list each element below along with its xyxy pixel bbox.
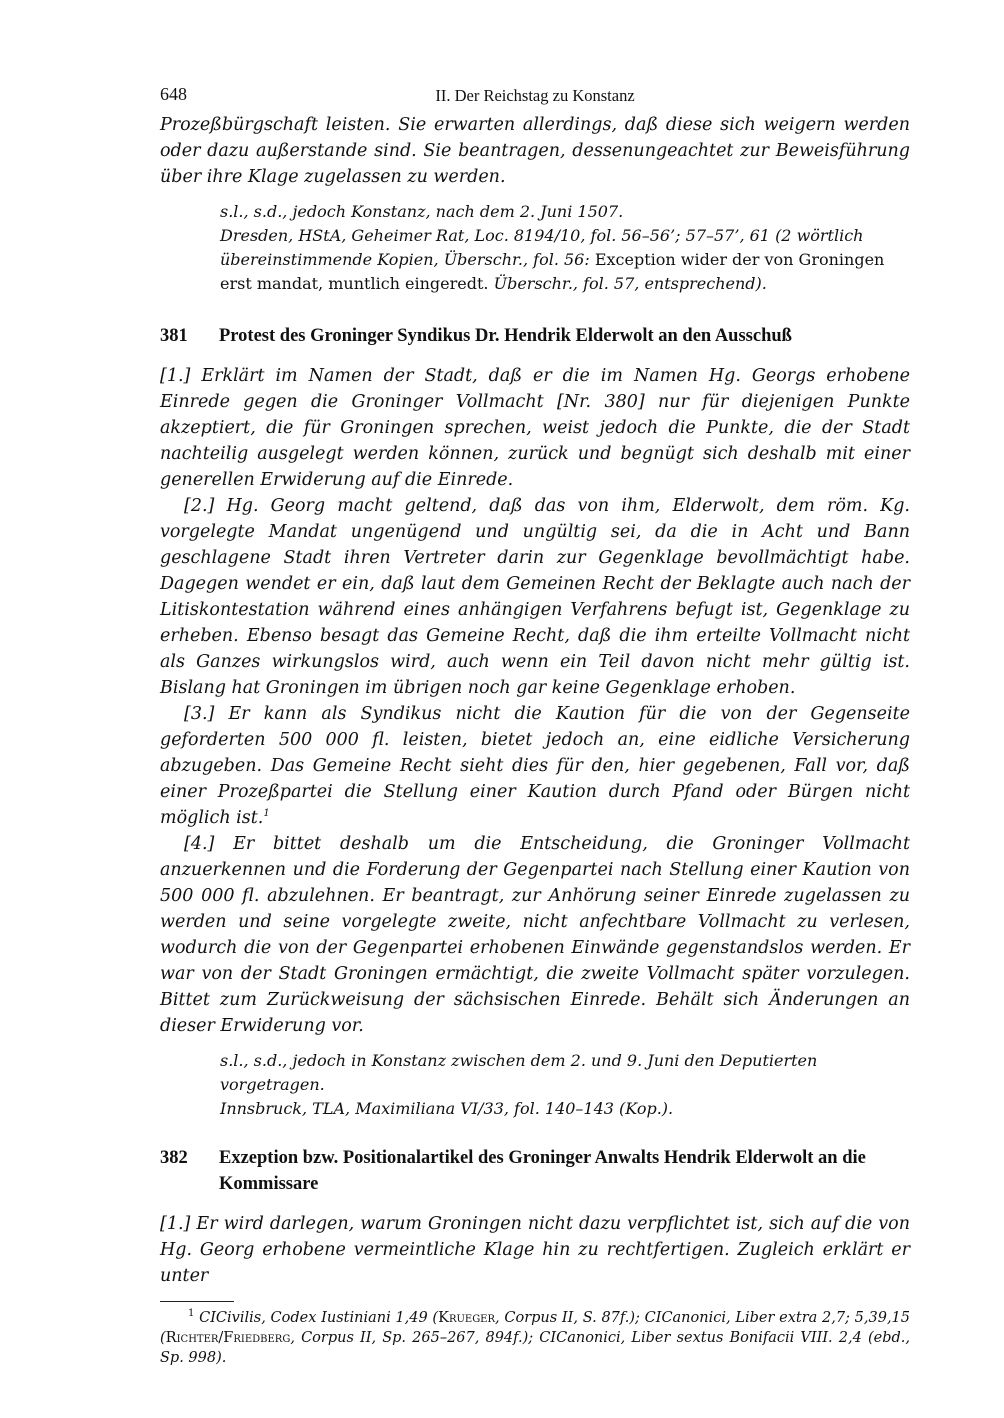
- paragraph-382-1: [1.] Er wird darlegen, warum Groningen nicht dazu verpflichtet ist, sich auf die von Hg. Georg erhobene vermeintliche Klage hin zu rechtfertigen. Zugleich erklärt er unter: [160, 1214, 910, 1286]
- paragraph-381-3-text: [3.] Er kann als Syndikus nicht die Kaution für die von der Gegenseite geforderten 500 000 fl. leisten, bietet jedoch an, eine eidliche Versicherung abzugeben. Das Gemeine Recht sieht dies für den, hier gegebenen, Fall vor, daß einer Prozeßpartei die Stellung einer Kaution durch Pfand oder Bürgen nicht möglich ist.: [160, 704, 910, 828]
- source-note-381: [220, 1049, 910, 1121]
- document-number: 381: [160, 326, 188, 346]
- document-title: Protest des Groninger Syndikus Dr. Hendrik Elderwolt an den Ausschuß: [219, 326, 792, 346]
- footnote-1: [160, 1308, 910, 1368]
- paragraph-381-3: [160, 701, 910, 831]
- document-heading-381: [160, 323, 910, 349]
- source-date-line: s.l., s.d., jedoch Konstanz, nach dem 2. Juni 1507.: [220, 202, 624, 221]
- source-archive-line: Innsbruck, TLA, Maximiliana VI/33, fol. 140–143 (Kop.).: [220, 1099, 674, 1118]
- source-archive-italic: Dresden, HStA, Geheimer Rat, Loc. 8194/10, fol. 56–56’; 57–57’, 61 (2 wörtlich übereinstimmende Kopien, Überschr., fol. 56:: [220, 226, 864, 269]
- source-note-380: [220, 200, 910, 296]
- footnote-divider: [160, 1301, 234, 1302]
- footnote-author: Krueger: [438, 1310, 496, 1326]
- source-date-line: s.l., s.d., jedoch in Konstanz zwischen dem 2. und 9. Juni den Deputierten vorgetragen.: [220, 1051, 818, 1094]
- document-page: [160, 80, 910, 1368]
- source-archive-line: [220, 224, 910, 296]
- paragraph-381-2: [2.] Hg. Georg macht geltend, daß das von ihm, Elderwolt, dem röm. Kg. vorgelegte Mandat ungenügend und ungültig sei, da die in Acht und Bann geschlagene Stadt ihren Vertreter darin zur Gegenklage bevollmächtigt habe. Dagegen wendet er ein, daß laut dem Gemeinen Recht der Beklagte auch nach der Litiskontestation während eines anhängigen Verfahrens befugt ist, Gegenklage zu erheben. Ebenso besagt das Gemeine Recht, daß die ihm erteilte Vollmacht nicht als Ganzes wirkungslos wird, auch wenn ein Teil davon nicht mehr gültig ist. Bislang hat Groningen im übrigen noch gar keine Gegenklage erhoben.: [160, 496, 910, 698]
- document-title: Exzeption bzw. Positionalartikel des Groninger Anwalts Hendrik Elderwolt an die Kommissare: [219, 1148, 866, 1194]
- paragraph-381-4: [4.] Er bittet deshalb um die Entscheidung, die Groninger Vollmacht anzuerkennen und die Forderung der Gegenpartei nach Stellung einer Kaution von 500 000 fl. abzulehnen. Er beantragt, zur Anhörung seiner Einrede zugelassen zu werden und seine vorgelegte zweite, nicht anfechtbare Vollmacht zu verlesen, wodurch die von der Gegenpartei erhobenen Einwände gegenstandslos werden. Er war von der Stadt Groningen ermächtigt, die zweite Vollmacht später vorzulegen. Bittet zum Zurückweisung der sächsischen Einrede. Behält sich Änderungen an dieser Erwiderung vor.: [160, 834, 910, 1036]
- running-head: [160, 80, 910, 108]
- source-archive-quote: Exception wider der von Groningen erst mandat, muntlich eingeredt.: [220, 250, 885, 293]
- page-number: 648: [160, 84, 187, 104]
- paragraph-381-1: [1.] Erklärt im Namen der Stadt, daß er die im Namen Hg. Georgs erhobene Einrede gegen die Groninger Vollmacht [Nr. 380] nur für diejenigen Punkte akzeptiert, die für Groningen sprechen, weist jedoch die Punkte, die der Stadt nachteilig ausgelegt werden können, zurück und begnügt sich deshalb mit einer generellen Erwiderung auf die Einrede.: [160, 366, 910, 490]
- running-head-title: II. Der Reichstag zu Konstanz: [435, 86, 635, 105]
- document-number: 382: [160, 1148, 188, 1168]
- intro-paragraph: Prozeßbürgschaft leisten. Sie erwarten allerdings, daß diese sich weigern werden oder dazu außerstande sind. Sie beantragen, dessenungeachtet zur Beweisführung über ihre Klage zugelassen zu werden.: [160, 115, 910, 187]
- footnote-text-part: , Corpus II, S. 87f.); CICanonici, Liber extra 2,7; 5,39,15 (: [160, 1310, 911, 1346]
- footnote-author: Richter/Friedberg: [165, 1330, 291, 1346]
- footnote-marker: 1: [188, 1308, 195, 1320]
- footnote-text-part: , Corpus II, Sp. 265–267, 894f.); CICanonici, Liber sextus Bonifacii VIII. 2,4 (ebd., Sp. 998).: [160, 1330, 910, 1366]
- footnote-reference[interactable]: 1: [263, 808, 270, 820]
- footnote-text-part: CICivilis, Codex Iustiniani 1,49 (: [199, 1310, 439, 1326]
- source-archive-italic-end: Überschr., fol. 57, entsprechend).: [493, 274, 767, 293]
- document-heading-382: [160, 1145, 910, 1197]
